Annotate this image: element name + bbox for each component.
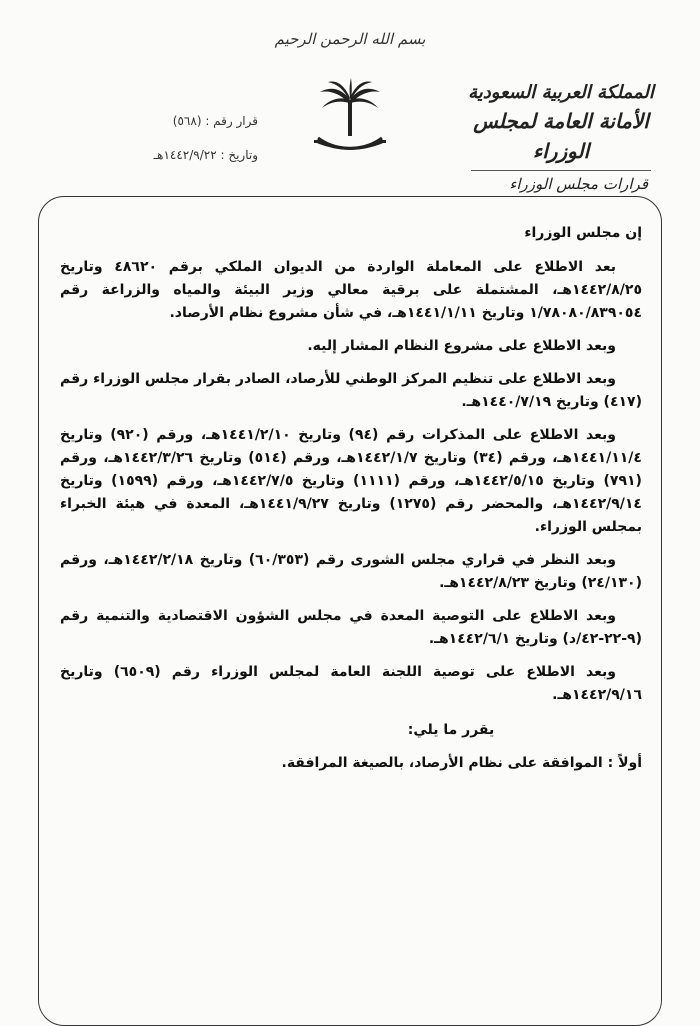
palm-swords-emblem-icon [312,78,388,160]
resolves-heading: يقرر ما يلي: [407,722,495,738]
decision-date: وتاريخ : ١٤٤٢/٩/٢٢هـ [153,148,258,162]
paragraph: وبعد الاطلاع على مشروع النظام المشار إليه. [307,338,616,354]
decision-reference [118,104,258,172]
letterhead-divider [471,170,651,171]
paragraph: وبعد الاطلاع على تنظيم المركز الوطني للأرصاد، الصادر بقرار مجلس الوزراء رقم (٤١٧) وتاريخ ١٤٤٠/٧/١٩هـ. [60,371,642,410]
paragraph: وبعد الاطلاع على التوصية المعدة في مجلس الشؤون الاقتصادية والتنمية رقم (٩-٢٢-٤٢/د) وتاريخ ١٤٤٢/٦/١هـ. [60,608,642,647]
paragraph: بعد الاطلاع على المعاملة الواردة من الديوان الملكي برقم ٤٨٦٢٠ وتاريخ ١٤٤٢/٨/٢٥هـ، المشتملة على برقية معالي وزير البيئة والمياه والزراعة رقم ١/٧٨٠٨٠/٨٣٩٠٥٤ وتاريخ ١٤٤١/١/١١هـ، في شأن مشروع نظام الأرصاد. [60,259,642,321]
paragraph: وبعد النظر في قراري مجلس الشورى رقم (٦٠/٣٥٣) وتاريخ ١٤٤٢/٢/١٨هـ، ورقم (٢٤/١٣٠) وتاريخ ١٤٤٢/٨/٢٣هـ. [60,552,642,591]
decision-number: قرار رقم : (٥٦٨) [172,114,258,128]
secretariat-name: الأمانة العامة لمجلس الوزراء [473,109,649,163]
kingdom-name: المملكة العربية السعودية [468,82,654,103]
opening-line: إن مجلس الوزراء [524,225,642,241]
article-first: أولاً : الموافقة على نظام الأرصاد، بالصيغة المرافقة. [281,755,642,771]
section-name: قرارات مجلس الوزراء [509,175,648,193]
document-body [60,222,642,785]
paragraph: وبعد الاطلاع على توصية اللجنة العامة لمجلس الوزراء رقم (٦٥٠٩) وتاريخ ١٤٤٢/٩/١٦هـ. [60,664,642,703]
paragraph: وبعد الاطلاع على المذكرات رقم (٩٤) وتاريخ ١٤٤١/٢/١٠هـ، ورقم (٩٢٠) وتاريخ ١٤٤١/١١/٤هـ، ورقم (٣٤) وتاريخ ١٤٤٢/١/٧هـ، ورقم (٥١٤) وتاريخ ١٤٤٢/٣/٢٦هـ، ورقم (٧٩١) وتاريخ ١٤٤٢/٥/١٥هـ، ورقم (١١١١) وتاريخ ١٤٤٢/٧/٥هـ، ورقم (١٥٩٩) وتاريخ ١٤٤٢/٩/١٤هـ، والمحضر رقم (١٢٧٥) وتاريخ ١٤٤١/٩/٢٧هـ، المعدة في هيئة الخبراء بمجلس الوزراء. [60,427,642,535]
letterhead [466,80,656,195]
basmala: بسم الله الرحمن الرحيم [274,30,426,48]
